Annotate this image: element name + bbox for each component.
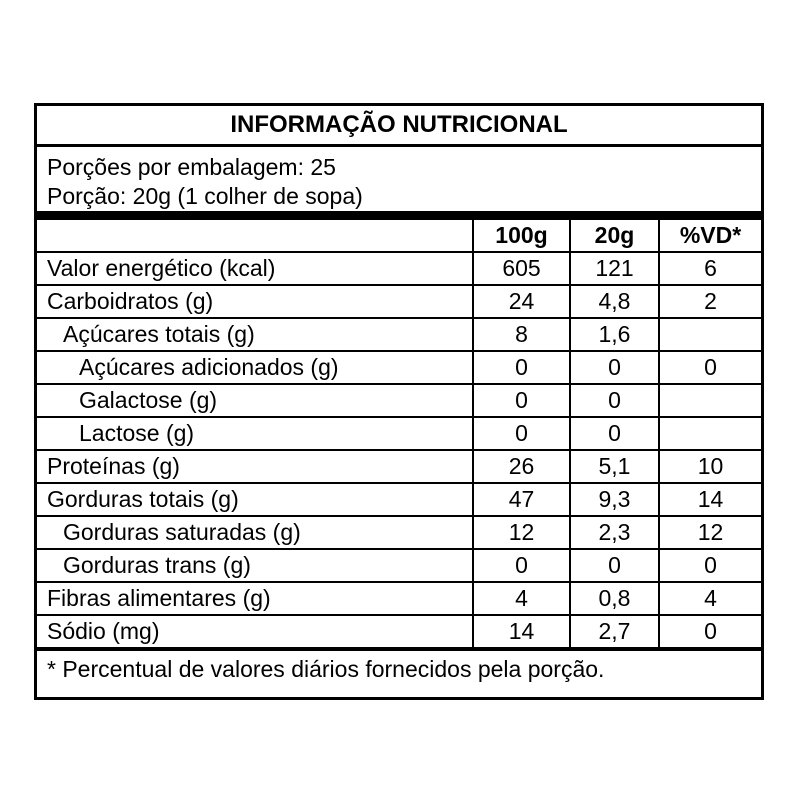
nutrient-label: Gorduras saturadas (g) xyxy=(37,516,473,549)
value-vd: 12 xyxy=(659,516,761,549)
column-header-vd: %VD* xyxy=(659,220,761,252)
column-header-20g: 20g xyxy=(570,220,659,252)
value-100g: 605 xyxy=(473,252,570,285)
value-100g: 12 xyxy=(473,516,570,549)
value-vd: 6 xyxy=(659,252,761,285)
table-row xyxy=(37,549,761,582)
thick-divider xyxy=(37,211,761,220)
value-vd: 4 xyxy=(659,582,761,615)
table-row xyxy=(37,483,761,516)
table-header-row xyxy=(37,220,761,252)
value-vd: 0 xyxy=(659,615,761,648)
value-20g: 4,8 xyxy=(570,285,659,318)
panel-title: INFORMAÇÃO NUTRICIONAL xyxy=(37,106,761,147)
nutrition-facts-panel xyxy=(34,103,764,700)
value-100g: 0 xyxy=(473,417,570,450)
value-20g: 0 xyxy=(570,417,659,450)
value-20g: 0 xyxy=(570,351,659,384)
nutrient-label: Lactose (g) xyxy=(37,417,473,450)
table-row xyxy=(37,516,761,549)
value-20g: 2,3 xyxy=(570,516,659,549)
serving-info xyxy=(37,147,761,211)
value-20g: 0 xyxy=(570,384,659,417)
value-20g: 0 xyxy=(570,549,659,582)
table-body xyxy=(37,252,761,648)
nutrition-table xyxy=(37,220,761,649)
footnote: * Percentual de valores diários fornecidos pela porção. xyxy=(37,649,761,685)
value-vd: 14 xyxy=(659,483,761,516)
value-20g: 0,8 xyxy=(570,582,659,615)
servings-per-package: Porções por embalagem: 25 xyxy=(47,154,336,180)
nutrient-label: Valor energético (kcal) xyxy=(37,252,473,285)
table-row xyxy=(37,252,761,285)
value-vd: 0 xyxy=(659,351,761,384)
nutrient-label: Gorduras totais (g) xyxy=(37,483,473,516)
nutrient-label: Fibras alimentares (g) xyxy=(37,582,473,615)
value-100g: 0 xyxy=(473,384,570,417)
nutrient-label: Gorduras trans (g) xyxy=(37,549,473,582)
value-100g: 14 xyxy=(473,615,570,648)
table-row xyxy=(37,351,761,384)
value-20g: 2,7 xyxy=(570,615,659,648)
value-vd xyxy=(659,417,761,450)
nutrient-label: Sódio (mg) xyxy=(37,615,473,648)
value-vd xyxy=(659,318,761,351)
value-100g: 47 xyxy=(473,483,570,516)
table-row xyxy=(37,318,761,351)
nutrient-label: Açúcares totais (g) xyxy=(37,318,473,351)
table-row xyxy=(37,384,761,417)
value-100g: 24 xyxy=(473,285,570,318)
value-100g: 26 xyxy=(473,450,570,483)
table-row xyxy=(37,450,761,483)
value-20g: 5,1 xyxy=(570,450,659,483)
value-20g: 121 xyxy=(570,252,659,285)
nutrient-label: Açúcares adicionados (g) xyxy=(37,351,473,384)
value-100g: 8 xyxy=(473,318,570,351)
value-100g: 0 xyxy=(473,351,570,384)
value-vd: 2 xyxy=(659,285,761,318)
value-100g: 0 xyxy=(473,549,570,582)
table-row xyxy=(37,615,761,648)
nutrient-label: Galactose (g) xyxy=(37,384,473,417)
serving-size: Porção: 20g (1 colher de sopa) xyxy=(47,183,363,209)
nutrient-label: Carboidratos (g) xyxy=(37,285,473,318)
column-header-100g: 100g xyxy=(473,220,570,252)
table-row xyxy=(37,417,761,450)
value-20g: 9,3 xyxy=(570,483,659,516)
header-empty-cell xyxy=(37,220,473,252)
value-vd xyxy=(659,384,761,417)
table-row xyxy=(37,582,761,615)
value-vd: 0 xyxy=(659,549,761,582)
value-100g: 4 xyxy=(473,582,570,615)
nutrient-label: Proteínas (g) xyxy=(37,450,473,483)
value-vd: 10 xyxy=(659,450,761,483)
value-20g: 1,6 xyxy=(570,318,659,351)
table-row xyxy=(37,285,761,318)
